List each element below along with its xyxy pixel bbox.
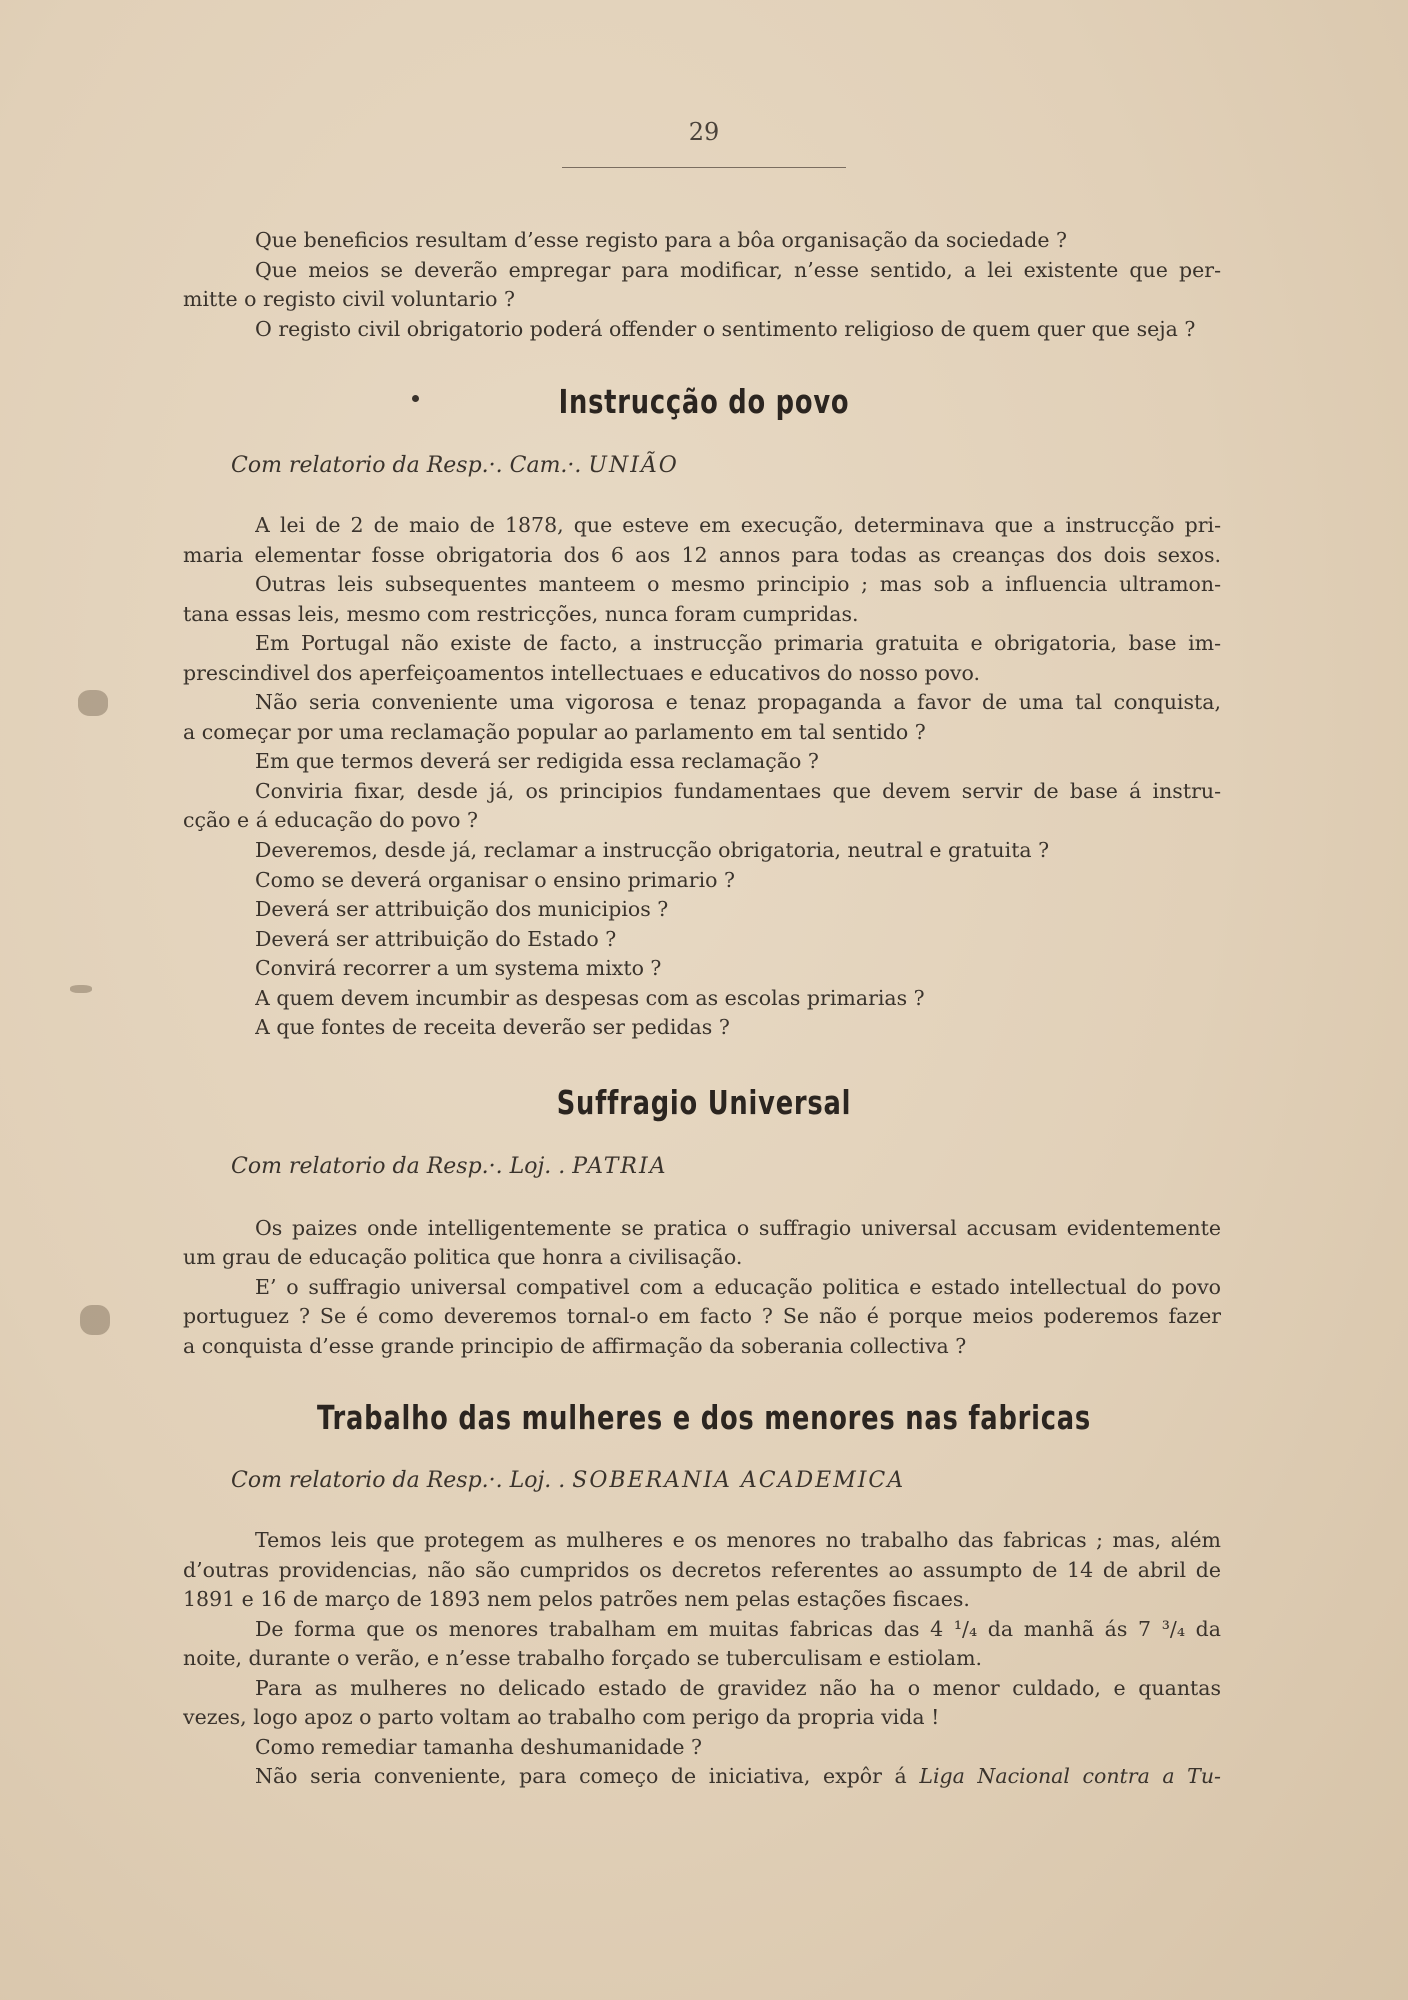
paragraph-line: Não seria conveniente uma vigorosa e tenaz propaganda a favor de uma tal conquista, [255, 690, 1221, 714]
paragraph-line: maria elementar fosse obrigatoria dos 6 aos 12 annos para todas as creanças dos dois sexos. [183, 543, 1221, 567]
relatorio-name: UNIÃO [588, 453, 679, 478]
paragraph-line: Conviria fixar, desde já, os principios fundamentaes que devem servir de base á instru- [255, 779, 1221, 803]
paragraph-line: d’outras providencias, não são cumpridos os decretos referentes ao assumpto de 14 de abril de [183, 1558, 1221, 1582]
paragraph-line: Temos leis que protegem as mulheres e os menores no trabalho das fabricas ; mas, além [255, 1528, 1221, 1552]
section-heading-trabalho: Trabalho das mulheres e dos menores nas fabricas [316, 1398, 1092, 1437]
relatorio-soberania [231, 1466, 905, 1496]
paragraph-line: a começar por uma reclamação popular ao parlamento em tal sentido ? [183, 720, 926, 744]
section-heading-instruccao: Instrucção do povo [558, 382, 850, 421]
paragraph-line: Para as mulheres no delicado estado de gravidez não ha o menor culdado, e quantas [255, 1676, 1221, 1700]
relatorio-prefix: Com relatorio da Resp.·. Loj. . [231, 1468, 566, 1493]
paragraph-line: Como remediar tamanha deshumanidade ? [255, 1735, 703, 1759]
paragraph-line: Em Portugal não existe de facto, a instrucção primaria gratuita e obrigatoria, base im- [255, 631, 1221, 655]
intro-line-2: Que meios se deverão empregar para modificar, n’esse sentido, a lei existente que per- [255, 258, 1221, 282]
margin-stain [80, 1305, 110, 1335]
paragraph-line-last [255, 1762, 1221, 1791]
paragraph-line: A quem devem incumbir as despesas com as escolas primarias ? [255, 986, 925, 1010]
paragraph-line: um grau de educação politica que honra a civilisação. [183, 1245, 743, 1269]
relatorio-name: PATRIA [572, 1154, 668, 1179]
section-heading-suffragio: Suffragio Universal [556, 1083, 852, 1122]
paragraph-line: Os paizes onde intelligentemente se pratica o suffragio universal accusam evidentemente [255, 1216, 1221, 1240]
paragraph-line: a conquista d’esse grande principio de affirmação da soberania collectiva ? [183, 1334, 967, 1358]
paragraph-line: Deverá ser attribuição dos municipios ? [255, 897, 669, 921]
paragraph-line: prescindivel dos aperfeiçoamentos intellectuaes e educativos do nosso povo. [183, 661, 980, 685]
relatorio-uniao [231, 451, 679, 481]
paragraph-line: Deverá ser attribuição do Estado ? [255, 927, 617, 951]
paragraph-line: A lei de 2 de maio de 1878, que esteve em execução, determinava que a instrucção pri- [255, 513, 1221, 537]
paragraph-line: Como se deverá organisar o ensino primario ? [255, 868, 735, 892]
relatorio-patria [231, 1152, 668, 1182]
paragraph-line: Outras leis subsequentes manteem o mesmo principio ; mas sob a influencia ultramon- [255, 572, 1221, 596]
page-number: 29 [688, 118, 720, 146]
margin-stain [70, 985, 92, 993]
paragraph-line: portuguez ? Se é como deveremos tornal-o em facto ? Se não é porque meios poderemos fazer [183, 1304, 1221, 1328]
paragraph-line: cção e á educação do povo ? [183, 808, 479, 832]
intro-line-1: Que beneficios resultam d’esse registo para a bôa organisação da sociedade ? [255, 228, 1068, 252]
relatorio-prefix: Com relatorio da Resp.·. Loj. . [231, 1154, 566, 1179]
paragraph-line: Em que termos deverá ser redigida essa reclamação ? [255, 749, 819, 773]
paragraph-line: noite, durante o verão, e n’esse trabalho forçado se tuberculisam e estiolam. [183, 1646, 983, 1670]
paragraph-line: Deveremos, desde já, reclamar a instrucção obrigatoria, neutral e gratuita ? [255, 838, 1050, 862]
paragraph-line: tana essas leis, mesmo com restricções, nunca foram cumpridas. [183, 602, 859, 626]
paragraph-line: De forma que os menores trabalham em muitas fabricas das 4 ¹/₄ da manhã ás 7 ³/₄ da [255, 1617, 1221, 1641]
paragraph-line: A que fontes de receita deverão ser pedidas ? [255, 1015, 730, 1039]
paragraph-line: Convirá recorrer a um systema mixto ? [255, 956, 662, 980]
header-rule [562, 167, 846, 168]
paragraph-line: 1891 e 16 de março de 1893 nem pelos patrões nem pelas estações fiscaes. [183, 1587, 970, 1611]
paragraph-line: vezes, logo apoz o parto voltam ao trabalho com perigo da propria vida ! [183, 1705, 940, 1729]
relatorio-prefix: Com relatorio da Resp.·. Cam.·. [231, 453, 582, 478]
intro-line-4: O registo civil obrigatorio poderá offender o sentimento religioso de quem quer que seja ? [255, 317, 1196, 341]
last-line-start: Não seria conveniente, para começo de iniciativa, expôr á [255, 1764, 907, 1788]
relatorio-name: SOBERANIA ACADEMICA [572, 1468, 906, 1493]
liga-nacional-italic: Liga Nacional contra a Tu- [919, 1764, 1221, 1788]
margin-stain [78, 690, 108, 716]
paragraph-line: E’ o suffragio universal compativel com a educação politica e estado intellectual do povo [255, 1275, 1221, 1299]
intro-line-3: mitte o registo civil voluntario ? [183, 287, 516, 311]
